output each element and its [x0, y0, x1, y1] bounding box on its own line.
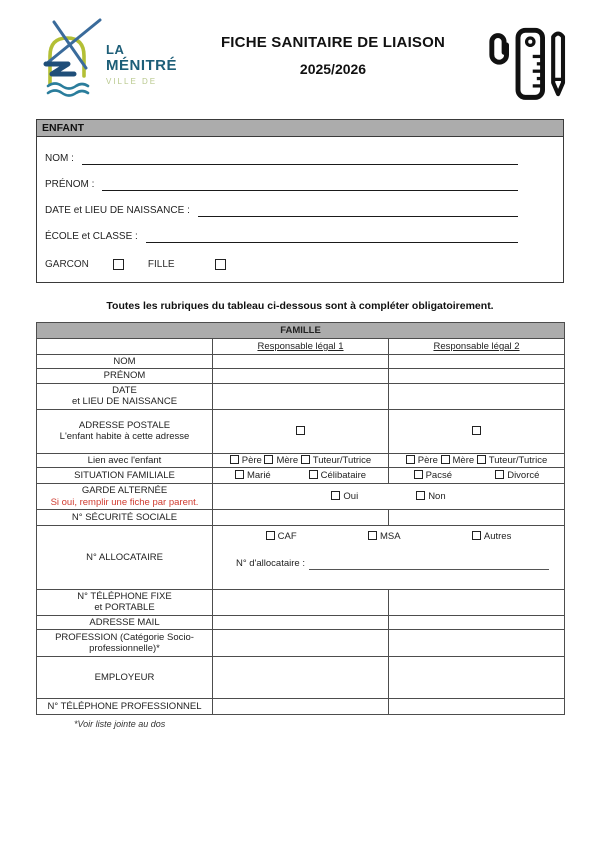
- profession-row: [37, 630, 565, 657]
- document-year: 2025/2026: [299, 61, 367, 77]
- telephone-pro-row-label: N° TÉLÉPHONE PROFESSIONNEL: [37, 699, 213, 715]
- pacse-checkbox[interactable]: [414, 470, 423, 479]
- ecole-label: ÉCOLE et CLASSE :: [45, 231, 138, 242]
- nom-row: [37, 355, 565, 369]
- adresse-resp2-cell[interactable]: [389, 409, 565, 453]
- lien-resp2-cell: Père Mère Tuteur/Tutrice: [389, 453, 565, 467]
- famille-table: [36, 322, 565, 715]
- mail-row-label: ADRESSE MAIL: [37, 615, 213, 629]
- lien-resp2-mere-checkbox[interactable]: [441, 455, 450, 464]
- lien-resp1-tuteur-checkbox[interactable]: [301, 455, 310, 464]
- adresse-resp1-checkbox[interactable]: [296, 426, 305, 435]
- mail-resp2-cell[interactable]: [389, 615, 565, 629]
- prenom-row-label: PRÉNOM: [37, 369, 213, 383]
- profession-resp1-cell[interactable]: [213, 630, 389, 657]
- securite-row: [37, 509, 565, 525]
- lien-resp2-pere-checkbox[interactable]: [406, 455, 415, 464]
- nom-field-row: [45, 153, 563, 165]
- celibataire-checkbox[interactable]: [309, 470, 318, 479]
- lien-row-label: Lien avec l'enfant: [37, 453, 213, 467]
- telephone-pro-row: [37, 699, 565, 715]
- telephone-pro-resp2-cell[interactable]: [389, 699, 565, 715]
- naissance-input[interactable]: [198, 205, 518, 217]
- garde-oui-checkbox[interactable]: [331, 491, 340, 500]
- naissance-row-label: DATE et LIEU DE NAISSANCE: [37, 383, 213, 409]
- famille-section: [36, 322, 564, 729]
- lien-resp1-mere-checkbox[interactable]: [264, 455, 273, 464]
- telephone-resp1-cell[interactable]: [213, 589, 389, 615]
- allocataire-row: [37, 525, 565, 589]
- ruler-icon: [518, 30, 543, 97]
- adresse-row: [37, 409, 565, 453]
- windmill-icon: [34, 12, 112, 104]
- fille-checkbox[interactable]: [215, 259, 226, 270]
- ecole-field-row: [45, 231, 563, 243]
- adresse-resp2-checkbox[interactable]: [472, 426, 481, 435]
- adresse-resp1-cell[interactable]: [213, 409, 389, 453]
- securite-row-label: N° SÉCURITÉ SOCIALE: [37, 509, 213, 525]
- allocataire-row-label: N° ALLOCATAIRE: [37, 525, 213, 589]
- nom-row-label: NOM: [37, 355, 213, 369]
- garde-row: [37, 484, 565, 510]
- prenom-input[interactable]: [102, 179, 518, 191]
- lien-resp1-pere-checkbox[interactable]: [230, 455, 239, 464]
- employeur-row: [37, 657, 565, 699]
- profession-row-label: PROFESSION (Catégorie Socio-professionnelle)*: [37, 630, 213, 657]
- town-logo: [34, 12, 184, 104]
- telephone-row-label: N° TÉLÉPHONE FIXE et PORTABLE: [37, 589, 213, 615]
- logo-subtitle: VILLE DE: [106, 77, 158, 86]
- naissance-resp1-cell[interactable]: [213, 383, 389, 409]
- allocataire-number-label: N° d'allocataire :: [236, 558, 305, 570]
- securite-resp2-cell[interactable]: [389, 509, 565, 525]
- prenom-resp1-cell[interactable]: [213, 369, 389, 383]
- famille-title-row: [37, 323, 565, 339]
- garde-non-checkbox[interactable]: [416, 491, 425, 500]
- naissance-label: DATE et LIEU DE NAISSANCE :: [45, 205, 190, 216]
- prenom-row: [37, 369, 565, 383]
- naissance-resp2-cell[interactable]: [389, 383, 565, 409]
- telephone-resp2-cell[interactable]: [389, 589, 565, 615]
- fille-label: FILLE: [147, 259, 175, 270]
- enfant-fields: [37, 137, 563, 282]
- prenom-label: PRÉNOM :: [45, 179, 95, 190]
- resp1-header: Responsable légal 1: [213, 339, 389, 355]
- securite-resp1-cell[interactable]: [213, 509, 389, 525]
- naissance-row: [37, 383, 565, 409]
- lien-resp1-cell: Père Mère Tuteur/Tutrice: [213, 453, 389, 467]
- empty-header-cell: [37, 339, 213, 355]
- logo-line2: MÉNITRÉ: [106, 57, 177, 74]
- employeur-resp1-cell[interactable]: [213, 657, 389, 699]
- divorce-checkbox[interactable]: [495, 470, 504, 479]
- garcon-label: GARCON: [45, 259, 89, 270]
- caf-checkbox[interactable]: [266, 531, 275, 540]
- prenom-resp2-cell[interactable]: [389, 369, 565, 383]
- garde-choice-cell: Oui Non: [213, 484, 565, 510]
- situation-resp2-cell: Pacsé Divorcé: [389, 468, 565, 484]
- document-title-block: [184, 12, 482, 77]
- employeur-row-label: EMPLOYEUR: [37, 657, 213, 699]
- famille-header-row: [37, 339, 565, 355]
- situation-resp1-cell: Marié Célibataire: [213, 468, 389, 484]
- marie-checkbox[interactable]: [235, 470, 244, 479]
- nom-input[interactable]: [82, 153, 518, 165]
- profession-resp2-cell[interactable]: [389, 630, 565, 657]
- garde-row-label: GARDE ALTERNÉE Si oui, remplir une fiche par parent.: [37, 484, 213, 510]
- document-title: FICHE SANITAIRE DE LIAISON: [220, 34, 446, 51]
- naissance-field-row: [45, 205, 563, 217]
- paperclip-icon: [492, 36, 507, 63]
- stationery-icons: [482, 12, 572, 109]
- employeur-resp2-cell[interactable]: [389, 657, 565, 699]
- prenom-field-row: [45, 179, 563, 191]
- logo-text: [106, 42, 177, 86]
- gender-row: [45, 259, 563, 270]
- situation-row-label: SITUATION FAMILIALE: [37, 468, 213, 484]
- nom-resp2-cell[interactable]: [389, 355, 565, 369]
- garcon-checkbox[interactable]: [113, 259, 124, 270]
- garde-warning-text: Si oui, remplir une fiche par parent.: [50, 496, 199, 508]
- enfant-section: [36, 119, 564, 283]
- pencil-icon: [553, 34, 563, 95]
- enfant-section-title: ENFANT: [37, 120, 563, 137]
- autres-checkbox[interactable]: [472, 531, 481, 540]
- nom-resp1-cell[interactable]: [213, 355, 389, 369]
- mail-row: [37, 615, 565, 629]
- allocataire-number-input[interactable]: [309, 560, 549, 570]
- msa-checkbox[interactable]: [368, 531, 377, 540]
- mandatory-notice: Toutes les rubriques du tableau ci-dessous sont à compléter obligatoirement.: [106, 300, 494, 312]
- resp2-header: Responsable légal 2: [389, 339, 565, 355]
- allocataire-cell: CAF MSA Autres N° d'allocataire :: [213, 525, 565, 589]
- mail-resp1-cell[interactable]: [213, 615, 389, 629]
- ecole-input[interactable]: [146, 231, 518, 243]
- famille-section-title: FAMILLE: [37, 323, 565, 339]
- lien-row: [37, 453, 565, 467]
- adresse-row-label: ADRESSE POSTALE L'enfant habite à cette adresse: [37, 409, 213, 453]
- nom-label: NOM :: [45, 153, 74, 164]
- logo-line1: LA: [106, 42, 125, 57]
- telephone-row: [37, 589, 565, 615]
- footnote: *Voir liste jointe au dos: [74, 719, 166, 730]
- telephone-pro-resp1-cell[interactable]: [213, 699, 389, 715]
- page-header: [0, 0, 600, 115]
- lien-resp2-tuteur-checkbox[interactable]: [477, 455, 486, 464]
- situation-row: [37, 468, 565, 484]
